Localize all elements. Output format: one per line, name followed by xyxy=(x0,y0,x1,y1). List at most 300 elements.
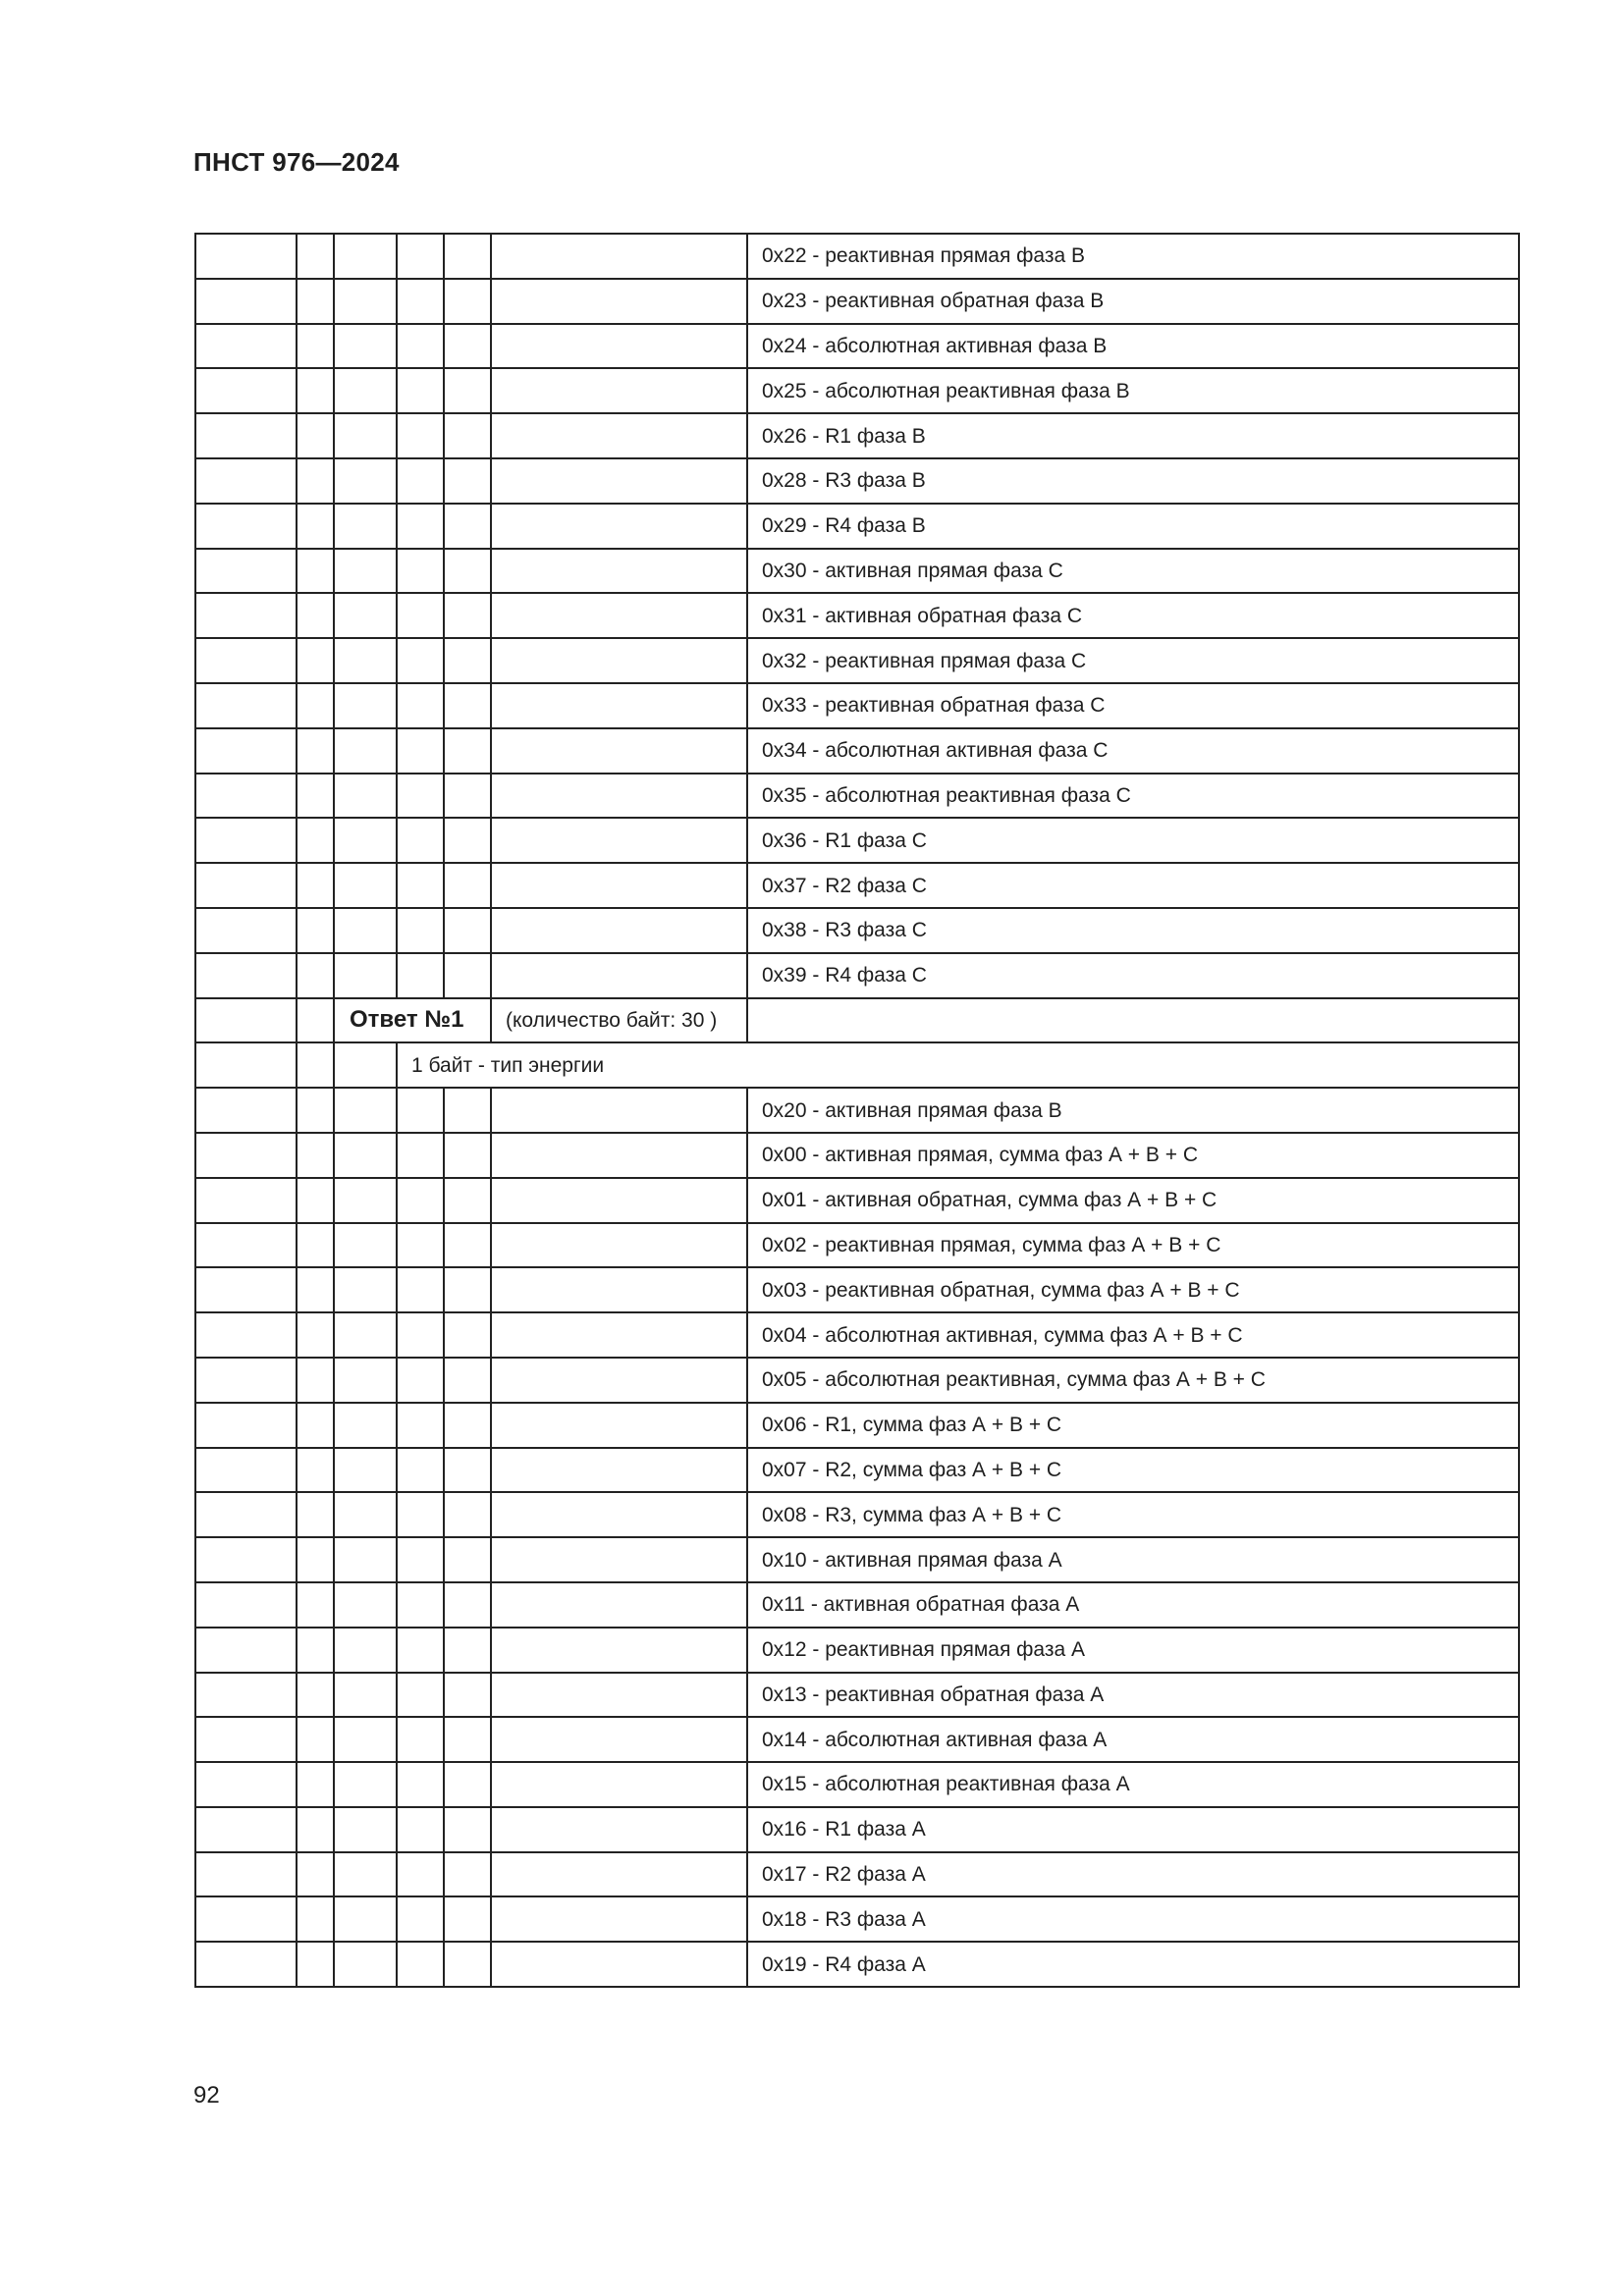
table-row xyxy=(195,368,1519,413)
table-cell xyxy=(334,1178,397,1223)
table-cell xyxy=(334,1942,397,1987)
table-cell xyxy=(397,818,444,863)
table-cell xyxy=(297,1807,334,1852)
answer-row xyxy=(195,998,1519,1043)
table-row xyxy=(195,1358,1519,1403)
table-cell xyxy=(297,1223,334,1268)
table-body-bottom xyxy=(195,1088,1519,1987)
table-cell xyxy=(444,1896,491,1942)
energy-code-cell: 0x16 - R1 фаза А xyxy=(747,1807,1519,1852)
table-cell xyxy=(491,1448,747,1493)
energy-code-cell: 0x22 - реактивная прямая фаза В xyxy=(747,234,1519,279)
table-cell xyxy=(195,1312,297,1358)
table-row xyxy=(195,1088,1519,1133)
table-cell xyxy=(397,549,444,594)
table-cell xyxy=(297,1042,334,1088)
table-cell xyxy=(444,908,491,953)
table-cell xyxy=(297,324,334,369)
table-row xyxy=(195,593,1519,638)
energy-code-cell: 0x36 - R1 фаза С xyxy=(747,818,1519,863)
table-cell xyxy=(297,728,334,774)
table-cell xyxy=(491,1403,747,1448)
table-body-top xyxy=(195,234,1519,998)
table-cell xyxy=(334,1088,397,1133)
table-cell xyxy=(491,1223,747,1268)
table-cell xyxy=(491,1178,747,1223)
energy-code-cell: 0x06 - R1, сумма фаз А + В + С xyxy=(747,1403,1519,1448)
table-cell xyxy=(397,774,444,819)
table-cell xyxy=(297,1852,334,1897)
table-cell xyxy=(397,1628,444,1673)
answer-label: Ответ №1 xyxy=(334,998,491,1043)
table-cell xyxy=(334,1267,397,1312)
table-cell xyxy=(334,504,397,549)
table-cell xyxy=(334,1492,397,1537)
table-cell xyxy=(444,1178,491,1223)
table-cell xyxy=(444,1582,491,1628)
table-cell xyxy=(297,458,334,504)
table-cell xyxy=(491,504,747,549)
table-cell xyxy=(444,1312,491,1358)
table-cell xyxy=(334,1133,397,1178)
table-cell xyxy=(444,818,491,863)
table-cell xyxy=(334,728,397,774)
energy-type-label: 1 байт - тип энергии xyxy=(397,1042,1519,1088)
table-cell xyxy=(334,593,397,638)
table-cell xyxy=(397,638,444,683)
table-row xyxy=(195,279,1519,324)
table-cell xyxy=(491,1942,747,1987)
table-row xyxy=(195,324,1519,369)
energy-code-cell: 0x17 - R2 фаза А xyxy=(747,1852,1519,1897)
energy-code-cell: 0x26 - R1 фаза В xyxy=(747,413,1519,458)
table-row xyxy=(195,683,1519,728)
table-cell xyxy=(297,908,334,953)
table-cell xyxy=(195,998,297,1043)
table-row xyxy=(195,1762,1519,1807)
table-cell xyxy=(444,683,491,728)
document-header: ПНСТ 976—2024 xyxy=(193,147,400,177)
table-cell xyxy=(491,234,747,279)
table-row xyxy=(195,1492,1519,1537)
table-cell xyxy=(444,1358,491,1403)
table-cell xyxy=(195,1403,297,1448)
energy-code-cell: 0x25 - абсолютная реактивная фаза В xyxy=(747,368,1519,413)
table-cell xyxy=(444,1267,491,1312)
table-cell xyxy=(397,683,444,728)
table-row xyxy=(195,908,1519,953)
table-cell xyxy=(491,1088,747,1133)
table-row xyxy=(195,1896,1519,1942)
table-cell xyxy=(195,1267,297,1312)
table-cell xyxy=(334,234,397,279)
energy-code-cell: 0x34 - абсолютная активная фаза С xyxy=(747,728,1519,774)
table-cell xyxy=(297,1448,334,1493)
table-cell xyxy=(491,279,747,324)
table-cell xyxy=(297,368,334,413)
table-row xyxy=(195,1223,1519,1268)
table-cell xyxy=(397,593,444,638)
energy-code-cell: 0x33 - реактивная обратная фаза С xyxy=(747,683,1519,728)
table-cell xyxy=(334,638,397,683)
table-cell xyxy=(334,774,397,819)
table-cell xyxy=(334,863,397,908)
table-cell xyxy=(334,1717,397,1762)
table-row xyxy=(195,1403,1519,1448)
table-cell xyxy=(195,504,297,549)
energy-code-cell: 0x10 - активная прямая фаза А xyxy=(747,1537,1519,1582)
table-cell xyxy=(444,1762,491,1807)
table-row xyxy=(195,818,1519,863)
table-cell xyxy=(444,774,491,819)
energy-code-cell: 0x07 - R2, сумма фаз А + В + С xyxy=(747,1448,1519,1493)
table-cell xyxy=(397,279,444,324)
table-row xyxy=(195,549,1519,594)
table-row xyxy=(195,458,1519,504)
energy-code-cell: 0x14 - абсолютная активная фаза А xyxy=(747,1717,1519,1762)
table-cell xyxy=(491,1717,747,1762)
table-cell xyxy=(444,1628,491,1673)
table-cell xyxy=(195,279,297,324)
energy-code-cell: 0x39 - R4 фаза С xyxy=(747,953,1519,998)
table-cell xyxy=(491,1673,747,1718)
table-cell xyxy=(297,1178,334,1223)
table-cell xyxy=(195,863,297,908)
table-row xyxy=(195,638,1519,683)
table-cell xyxy=(195,1537,297,1582)
table-cell xyxy=(334,413,397,458)
table-cell xyxy=(397,863,444,908)
table-cell xyxy=(334,1762,397,1807)
table-cell xyxy=(297,504,334,549)
table-cell xyxy=(491,818,747,863)
table-cell xyxy=(297,234,334,279)
table-cell xyxy=(334,279,397,324)
table-cell xyxy=(195,1492,297,1537)
table-cell xyxy=(195,683,297,728)
table-cell xyxy=(444,458,491,504)
table-cell xyxy=(334,1358,397,1403)
energy-code-cell: 0x00 - активная прямая, сумма фаз А + В + С xyxy=(747,1133,1519,1178)
table-cell xyxy=(491,1807,747,1852)
table-cell xyxy=(491,324,747,369)
table-cell xyxy=(195,1042,297,1088)
table-cell xyxy=(195,1717,297,1762)
table-cell xyxy=(334,1582,397,1628)
energy-code-cell: 0x29 - R4 фаза В xyxy=(747,504,1519,549)
table-cell xyxy=(334,818,397,863)
table-cell xyxy=(334,458,397,504)
table-cell xyxy=(491,1358,747,1403)
energy-code-cell: 0x23 - реактивная обратная фаза В xyxy=(747,279,1519,324)
energy-code-cell: 0x37 - R2 фаза С xyxy=(747,863,1519,908)
table-row xyxy=(195,774,1519,819)
table-cell xyxy=(444,728,491,774)
table-cell xyxy=(195,908,297,953)
table-cell xyxy=(397,1537,444,1582)
table-cell xyxy=(397,1223,444,1268)
table-cell xyxy=(297,1492,334,1537)
energy-type-row xyxy=(195,1042,1519,1088)
table-cell xyxy=(297,1762,334,1807)
table-cell xyxy=(297,1582,334,1628)
table-cell xyxy=(297,1628,334,1673)
table-cell xyxy=(444,593,491,638)
table-row xyxy=(195,1537,1519,1582)
table-cell xyxy=(195,1762,297,1807)
table-row xyxy=(195,1852,1519,1897)
table-cell xyxy=(334,549,397,594)
table-cell xyxy=(491,1537,747,1582)
table-cell xyxy=(195,1673,297,1718)
table-row xyxy=(195,413,1519,458)
energy-code-cell: 0x31 - активная обратная фаза С xyxy=(747,593,1519,638)
energy-code-cell: 0x08 - R3, сумма фаз А + В + С xyxy=(747,1492,1519,1537)
table-cell xyxy=(195,549,297,594)
table-row xyxy=(195,1628,1519,1673)
table-cell xyxy=(297,1088,334,1133)
table-cell xyxy=(334,1628,397,1673)
table-cell xyxy=(397,1448,444,1493)
table-row xyxy=(195,1178,1519,1223)
table-cell xyxy=(334,1896,397,1942)
table-cell xyxy=(491,728,747,774)
table-cell xyxy=(444,638,491,683)
table-cell xyxy=(491,413,747,458)
table-cell xyxy=(195,1852,297,1897)
energy-code-cell: 0x04 - абсолютная активная, сумма фаз А + В + С xyxy=(747,1312,1519,1358)
table-cell xyxy=(444,953,491,998)
energy-code-cell: 0x24 - абсолютная активная фаза В xyxy=(747,324,1519,369)
table-cell xyxy=(747,998,1519,1043)
table-cell xyxy=(397,1896,444,1942)
table-cell xyxy=(297,1717,334,1762)
table-cell xyxy=(397,1717,444,1762)
table-cell xyxy=(297,1403,334,1448)
table-cell xyxy=(491,1492,747,1537)
table-cell xyxy=(297,1312,334,1358)
table-cell xyxy=(334,1042,397,1088)
table-row xyxy=(195,1582,1519,1628)
table-cell xyxy=(491,458,747,504)
table-cell xyxy=(397,324,444,369)
table-cell xyxy=(397,368,444,413)
table-cell xyxy=(397,1088,444,1133)
table-cell xyxy=(297,1942,334,1987)
table-cell xyxy=(397,1852,444,1897)
table-cell xyxy=(491,549,747,594)
answer-byte-count: (количество байт: 30 ) xyxy=(491,998,747,1043)
table-cell xyxy=(397,1267,444,1312)
table-cell xyxy=(444,1133,491,1178)
table-cell xyxy=(195,1358,297,1403)
table-cell xyxy=(195,1448,297,1493)
energy-code-cell: 0x18 - R3 фаза А xyxy=(747,1896,1519,1942)
table-cell xyxy=(297,1133,334,1178)
energy-code-cell: 0x02 - реактивная прямая, сумма фаз А + В + С xyxy=(747,1223,1519,1268)
table-cell xyxy=(195,234,297,279)
table-cell xyxy=(297,1358,334,1403)
table-cell xyxy=(444,279,491,324)
table-cell xyxy=(444,504,491,549)
table-cell xyxy=(297,863,334,908)
table-row xyxy=(195,1807,1519,1852)
energy-code-cell: 0x01 - активная обратная, сумма фаз А + В + С xyxy=(747,1178,1519,1223)
table-cell xyxy=(195,1088,297,1133)
table-cell xyxy=(444,1448,491,1493)
energy-code-cell: 0x30 - активная прямая фаза С xyxy=(747,549,1519,594)
table-cell xyxy=(444,863,491,908)
table-cell xyxy=(444,1807,491,1852)
table-cell xyxy=(444,1537,491,1582)
table-cell xyxy=(491,1582,747,1628)
energy-code-cell: 0x03 - реактивная обратная, сумма фаз А + В + С xyxy=(747,1267,1519,1312)
table-cell xyxy=(195,953,297,998)
table-cell xyxy=(334,1673,397,1718)
table-cell xyxy=(444,234,491,279)
protocol-table xyxy=(194,233,1520,1988)
table-cell xyxy=(195,368,297,413)
table-cell xyxy=(195,1896,297,1942)
table-cell xyxy=(195,324,297,369)
table-cell xyxy=(491,1852,747,1897)
table-cell xyxy=(397,1403,444,1448)
table-cell xyxy=(195,774,297,819)
table-cell xyxy=(397,908,444,953)
table-cell xyxy=(195,1942,297,1987)
table-cell xyxy=(397,1492,444,1537)
table-cell xyxy=(397,1358,444,1403)
table-cell xyxy=(297,953,334,998)
table-cell xyxy=(444,413,491,458)
table-row xyxy=(195,1267,1519,1312)
table-cell xyxy=(195,728,297,774)
table-cell xyxy=(334,1537,397,1582)
table-cell xyxy=(334,1807,397,1852)
energy-code-cell: 0x32 - реактивная прямая фаза С xyxy=(747,638,1519,683)
table-row xyxy=(195,1673,1519,1718)
table-row xyxy=(195,1133,1519,1178)
table-row xyxy=(195,1942,1519,1987)
table-cell xyxy=(491,908,747,953)
table-cell xyxy=(444,549,491,594)
table-cell xyxy=(334,1312,397,1358)
table-cell xyxy=(195,593,297,638)
table-cell xyxy=(397,728,444,774)
table-row xyxy=(195,234,1519,279)
table-cell xyxy=(397,953,444,998)
table-cell xyxy=(397,504,444,549)
table-cell xyxy=(297,1537,334,1582)
table-cell xyxy=(491,683,747,728)
table-row xyxy=(195,504,1519,549)
table-cell xyxy=(297,413,334,458)
table-cell xyxy=(491,1267,747,1312)
energy-code-cell: 0x38 - R3 фаза С xyxy=(747,908,1519,953)
energy-code-cell: 0x11 - активная обратная фаза А xyxy=(747,1582,1519,1628)
table-cell xyxy=(334,953,397,998)
table-cell xyxy=(297,818,334,863)
table-cell xyxy=(195,638,297,683)
table-cell xyxy=(491,1133,747,1178)
table-cell xyxy=(444,1492,491,1537)
table-cell xyxy=(195,818,297,863)
table-cell xyxy=(195,458,297,504)
table-cell xyxy=(491,1628,747,1673)
table-cell xyxy=(491,368,747,413)
table-cell xyxy=(397,1673,444,1718)
table-row xyxy=(195,863,1519,908)
table-cell xyxy=(334,1852,397,1897)
table-cell xyxy=(491,863,747,908)
table-cell xyxy=(397,1178,444,1223)
table-cell xyxy=(334,1223,397,1268)
table-row xyxy=(195,953,1519,998)
table-cell xyxy=(297,998,334,1043)
table-cell xyxy=(334,683,397,728)
table-cell xyxy=(195,1807,297,1852)
energy-code-cell: 0x28 - R3 фаза В xyxy=(747,458,1519,504)
table-cell xyxy=(297,593,334,638)
table-cell xyxy=(334,324,397,369)
table-cell xyxy=(195,1178,297,1223)
energy-code-cell: 0x12 - реактивная прямая фаза А xyxy=(747,1628,1519,1673)
table-cell xyxy=(444,1088,491,1133)
table-row xyxy=(195,1717,1519,1762)
energy-code-cell: 0x20 - активная прямая фаза В xyxy=(747,1088,1519,1133)
table-cell xyxy=(397,234,444,279)
table-cell xyxy=(444,1403,491,1448)
table-cell xyxy=(195,1223,297,1268)
table-cell xyxy=(334,368,397,413)
table-cell xyxy=(297,279,334,324)
table-cell xyxy=(491,774,747,819)
table-cell xyxy=(195,1628,297,1673)
table-cell xyxy=(444,1673,491,1718)
energy-code-cell: 0x15 - абсолютная реактивная фаза А xyxy=(747,1762,1519,1807)
table-cell xyxy=(297,1896,334,1942)
table-row xyxy=(195,1312,1519,1358)
page-number: 92 xyxy=(193,2082,220,2109)
table-cell xyxy=(491,593,747,638)
table-cell xyxy=(195,1133,297,1178)
table-row xyxy=(195,728,1519,774)
table-cell xyxy=(334,1448,397,1493)
table-cell xyxy=(491,638,747,683)
table-cell xyxy=(397,1582,444,1628)
energy-code-cell: 0x05 - абсолютная реактивная, сумма фаз А + В + С xyxy=(747,1358,1519,1403)
table-cell xyxy=(491,953,747,998)
table-cell xyxy=(297,638,334,683)
table-cell xyxy=(397,1133,444,1178)
table-cell xyxy=(297,1673,334,1718)
table-cell xyxy=(444,368,491,413)
table-cell xyxy=(444,324,491,369)
table-cell xyxy=(444,1717,491,1762)
table-cell xyxy=(334,1403,397,1448)
table-row xyxy=(195,1448,1519,1493)
energy-code-cell: 0x35 - абсолютная реактивная фаза С xyxy=(747,774,1519,819)
table-cell xyxy=(297,774,334,819)
table-cell xyxy=(444,1852,491,1897)
table-cell xyxy=(444,1942,491,1987)
table-cell xyxy=(491,1896,747,1942)
table-cell xyxy=(334,908,397,953)
table-cell xyxy=(297,549,334,594)
table-cell xyxy=(397,1312,444,1358)
table-cell xyxy=(397,413,444,458)
table-cell xyxy=(444,1223,491,1268)
